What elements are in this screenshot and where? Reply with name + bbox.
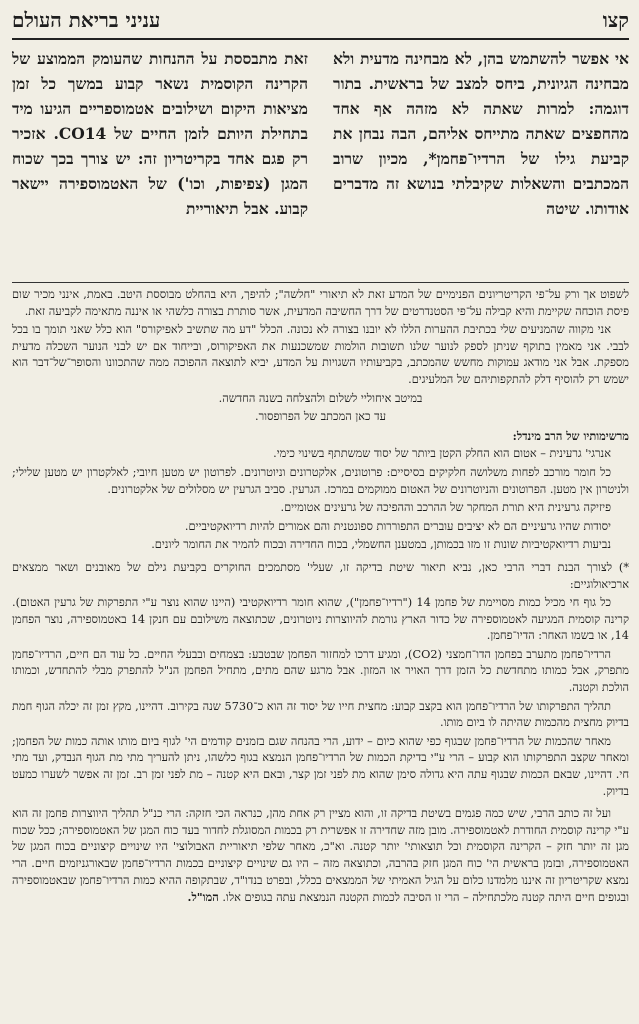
running-title: עניני בריאת העולם <box>12 8 161 32</box>
publisher-note <box>12 806 629 907</box>
definition-paragraph: נביעות רדיואקטיביות שונות זו מזו בכמותן, במטענן החשמלי, בכוח החדירה ובכוח להמיר את החומר ליונים. <box>151 538 611 552</box>
star-footnote-paragraph: הרדיו־פחמן מתערב בפחמן הדו־חמצני (CO2), ומגיע דרכו למחזור הפחמן שבטבע: בצמחים ובבעלי החיים. כל עוד הם חיים, הרדיו־פחמן מתפרק, אבל כמותו מתחדשת כל הזמן דרך האויר או המזון. אבל מרגע שהם מתים, מתחיל הפחמן הנ"ל להתפרק מבלי להתחדש, וכמותו הולכת וקטנה. <box>12 647 629 695</box>
letter-end-note: עד כאן המכתב של הפרופסור. <box>255 410 386 424</box>
definition-paragraph: יסודות שהיו גרעיניים הם לא יציבים עוברים התפוררות ספונטנית והם אמורים להיות רדיואקטיביים. <box>184 519 611 533</box>
definition-paragraph: כל חומר מורכב לפחות משלושה חלקיקים בסיסיים: פרוטונים, אלקטרונים וניוטרונים. לפרוטון יש מטען חיובי; לאלקטרון יש מטען שלילי; ולניטרון אין מטען. הפרוטונים והניוטרונים של האטום ממוקמים במרכז. הגרעין. סביב הגרעין יש מסלולים של אלקטרונים. <box>12 465 629 496</box>
publisher-note-text: ועל זה כותב הרבי, שיש כמה פגמים בשיטת בדיקה זו, והוא מציין רק אחת מהן, כנראה הכי חזקה: הרי כנ"ל תהליך היווצרות פחמן זה הוא ע"י קרינה קוסמית החודרת לאטמוספירה. מובן מזה שחדירה זו אפשרית רק בכמות המסוגלת לחדור בעד כוח המגן של האטמוספירה; ככל שכוח מגן זה יותר חזק – הקרינה הקוסמית וכל תוצאותי' יותר קטנה. וא"כ, מאחר שלפי תיאוריית האבולוצי' היו שינויים קיצוניים בכוח המגן של האטמוספירה, ובזמן בראשית הי' כוח המגן חזק בהרבה, וכתוצאה מזה – היו גם שינויים קיצוניים בכמות הרדיו־פחמן שבאורגניזמים חיים. הרי נמצא שקריטריון זה איננו מלמדנו כלום על הגיל האמיתי של הממצאים בכלל, ובפרט בנדו"ד, שבתקופה ההיא כמות הרדיו־פחמן שבאטמוספירה ובגופים חיים היתה קטנה מלכתחילה – הרי זו הסיבה לכמות הקטנה הנמצאת עתה בגופים אלו. <box>12 807 629 905</box>
main-text-columns <box>12 46 629 278</box>
footnote-paragraph: אני מקווה שהמניעים שלי בכתיבת ההערות הללו לא יובנו בצורה לא נכונה. הכלל "דע מה שתשיב לאפיקורס" הוא כלל שאני תומך בו בכל לבבי. אני מאמין בתוקף שניתן לספק לנוער שלנו תשובות הולמות שמשכנעות את האפיקורוס, ובייחוד אם יש לבני הנוער השכלה מדעית מספקת. אבל אני מודאג עמוקות מחשש שהמכתב, בקביעותיו השגויות על המדע, יביא לתוצאה ההפוכה ממה שהתכוונו והסופר־של־דבר הוא ישמש רק להוסיף דלק להתקפותיהם של המלעיגים. <box>12 323 629 386</box>
star-footnote-intro: *) לצורך הבנת דברי הרבי כאן, נביא תיאור שיטת בדיקה זו, שעלי' מסתמכים החוקרים בקביעת גילם של מאובנים ושאר ממצאים ארכיאולוגיים: <box>12 560 629 591</box>
footnotes <box>12 287 629 907</box>
page-header <box>12 4 629 40</box>
footnote-paragraph: לשפוט אך ורק על־פי הקריטריונים הפנימיים של המדע זאת לא תיאורי "חלשה"; להיפך, היא בהחלט מבוססת היטב. באמת, אינני מכיר שום פיסת הוכחה שקיימת והיא קבילה על־פי הסטנדרטים של דרך החשיבה המדעית, אשר סותרת בצורה כלשהי או איננה מתאימה לקביעה זאת. <box>12 288 629 318</box>
notes-heading: מרשימותיו של הרב מינדל: <box>512 428 629 443</box>
left-column-text: זאת מתבססת על ההנחות שהעומק הממוצע של הקרינה הקוסמית נשאר קבוע במשך כל זמן מציאות היקום ושילובים אטמוספריים הגיעו מיד בתחילת היותם לזמן החיים של CO14. אזכיר רק פגם אחד בקריטריון זה: יש צורך בכך שכוח המגן (צפיפות, וכו') של האטמוספירה יישאר קבוע. אבל תיאוריית <box>12 49 308 218</box>
publisher-signature: המו"ל. <box>187 890 219 905</box>
definition-paragraph: אנרגי' גרעינית – אטום הוא החלק הקטן ביותר של יסוד שמשתתף בשינוי כימי. <box>273 447 611 461</box>
star-footnote-paragraph: תהליך התפרקותו של הרדיו־פחמן הוא בקצב קבוע: מחצית חייו של יסוד זה הוא כ־5730 שנה בקירוב. דהיינו, מקץ זמן זה יכלה הגוף חמת בדיוק מחצית מהכמות שהיתה לו ביום מותו. <box>12 699 629 730</box>
main-text-right-column <box>333 46 629 278</box>
star-footnote-paragraph: מאחר שהכמות של הרדיו־פחמן שבגוף כפי שהוא כיום – ידוע, הרי בהנחה שגם בזמנים קודמים הי' לגוף ביום מותו אותה כמות של הפחמן; ומאחר שקצב התפרקותו הוא קבוע – הרי ע"י בדיקת הכמות של הרדיו־פחמן הנמצא בגוף כלשהו, ניתן להעריך מתי מת הגוף הנבדק, ועד מתי חי. דהיינו, שבאם הכמות שבגוף עתה היא גדולה סימן שהוא מת לפני זמן קצר, ובאם היא קטנה – מת לפני זמן רב. זמן זה אפשר לשערו כמעט בדיוק. <box>12 734 629 798</box>
right-column-text: אי אפשר להשתמש בהן, לא מבחינה מדעית ולא מבחינה הגיונית, ביחס למצב של בראשית. בתור דוגמה: למרות שאתה לא מזהה אף אחד מהחפצים שאתה מתייחס אליהם, הבה נבחן את קביעת גילו של הרדיו־פחמן*, מכיון שרוב המכתבים והשאלות שקיבלתי בנושא זה מדברים אודותו. שיטה <box>333 49 629 218</box>
star-footnote-paragraph: כל גוף חי מכיל כמות מסויימת של פחמן 14 ("רדיו־פחמן"), שהוא חומר רדיואקטיבי (היינו שהוא נוצר ע"י התפרקות של גרעין האטום). קרינה קוסמית המגיעה לאטמוספירה של כדור הארץ גורמת להיווצרות ניוטרונים, שכתוצאה משילובם עם חנקן 14 באטמוספירה, נוצר הפחמן 14, או בשמו האחר: הדיו־פחמן. <box>12 596 630 643</box>
definition-paragraph: פיזיקה גרעינית היא תורת המחקר של ההרכב וההפיכה של גרעינים אטומיים. <box>280 501 611 515</box>
closing-greeting: במיטב איחוליי לשלום ולהצלחה בשנה החדשה. <box>218 391 423 405</box>
page-number: קצו <box>602 8 629 32</box>
main-text-left-column <box>12 46 308 278</box>
footnote-divider <box>12 282 629 283</box>
book-page <box>12 0 629 1024</box>
